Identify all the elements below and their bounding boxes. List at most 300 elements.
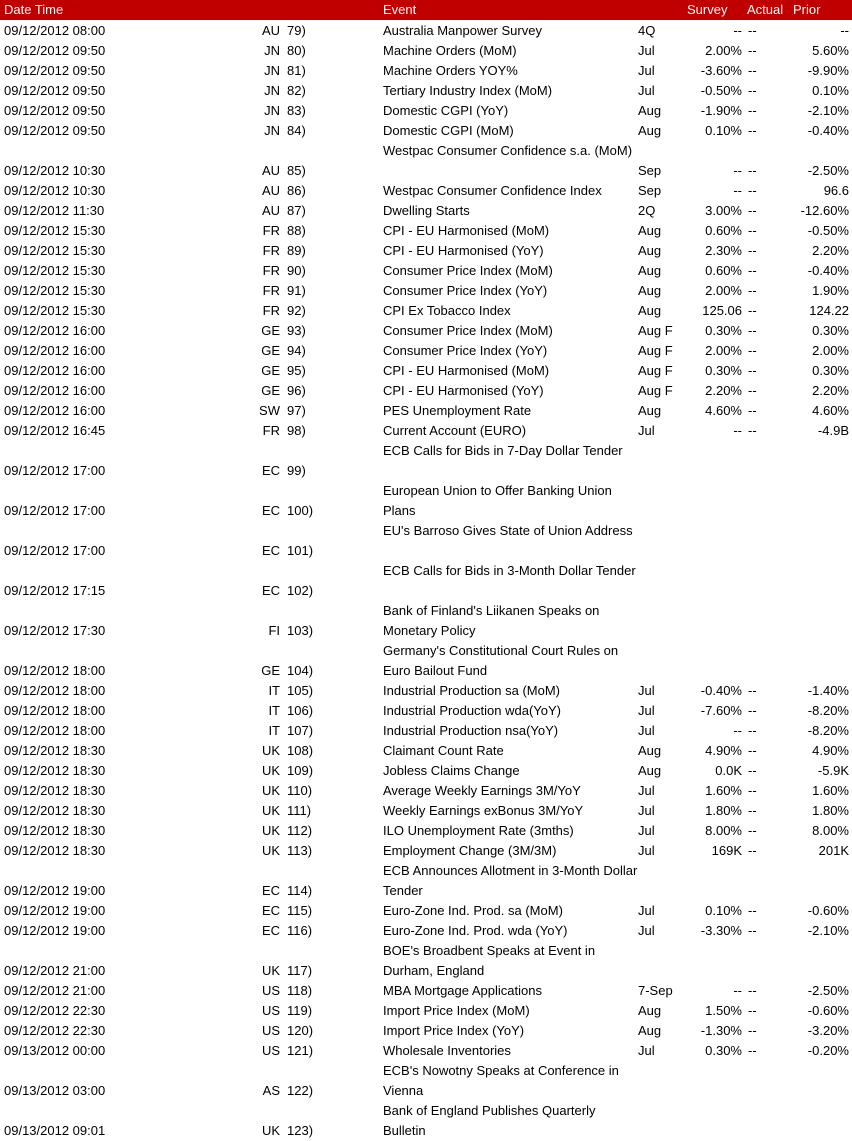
period-cell: Jul [638,923,655,938]
country-cell: FR [262,423,280,438]
period-cell: Sep [638,183,662,198]
table-row [0,861,852,901]
ticker-number-cell: 97) [287,403,306,418]
table-row [0,1001,852,1021]
date-cell: 09/12/2012 17:00 [4,503,106,518]
survey-cell: -- [733,723,742,738]
actual-cell: -- [748,1003,757,1018]
survey-cell: 4.90% [705,743,742,758]
event-cell: Euro-Zone Ind. Prod. sa (MoM) [383,903,563,918]
prior-cell: -8.20% [807,723,849,738]
ticker-number-cell: 114) [287,883,313,898]
survey-cell: 2.30% [705,243,742,258]
table-row [0,561,852,601]
date-cell: 09/12/2012 18:30 [4,823,106,838]
country-cell: JN [264,103,280,118]
survey-cell: 2.00% [705,283,742,298]
actual-cell: -- [748,1043,757,1058]
country-cell: US [261,1043,280,1058]
survey-cell: 0.10% [705,123,742,138]
date-cell: 09/12/2012 09:50 [4,43,106,58]
period-cell: Jul [638,823,655,838]
event-cell: Employment Change (3M/3M) [383,843,557,858]
country-cell: GE [261,383,280,398]
event-cell: MBA Mortgage Applications [383,983,542,998]
prior-cell: -9.90% [807,63,849,78]
survey-cell: 8.00% [705,823,742,838]
table-row [0,141,852,181]
country-cell: FR [262,223,280,238]
survey-cell: 0.30% [705,363,742,378]
table-row [0,381,852,401]
prior-cell: 96.6 [823,183,849,198]
country-cell: UK [261,1123,280,1138]
actual-cell: -- [748,923,757,938]
event-cell: EU's Barroso Gives State of Union Address [383,523,633,538]
ticker-number-cell: 84) [287,123,306,138]
period-cell: Aug F [638,343,673,358]
table-row [0,1041,852,1061]
actual-cell: -- [748,723,757,738]
table-row [0,361,852,381]
prior-cell: -3.20% [807,1023,849,1038]
country-cell: EC [261,883,280,898]
country-cell: JN [264,43,280,58]
actual-cell: -- [748,183,757,198]
event-cell: CPI - EU Harmonised (YoY) [383,383,544,398]
prior-cell: -12.60% [800,203,849,218]
table-row [0,1101,852,1141]
country-cell: GE [261,663,280,678]
ticker-number-cell: 90) [287,263,306,278]
ticker-number-cell: 121) [287,1043,314,1058]
period-cell: Aug [638,103,662,118]
event-cell: Consumer Price Index (YoY) [383,343,548,358]
ticker-number-cell: 87) [287,203,306,218]
table-row [0,761,852,781]
ticker-number-cell: 119) [287,1003,313,1018]
actual-cell: -- [748,303,757,318]
survey-cell: -- [733,183,742,198]
prior-cell: -5.9K [817,763,849,778]
country-cell: UK [261,963,280,978]
survey-cell: 0.30% [705,323,742,338]
date-cell: 09/12/2012 22:30 [4,1023,106,1038]
table-row [0,421,852,441]
ticker-number-cell: 102) [287,583,314,598]
table-row [0,281,852,301]
country-cell: IT [268,703,280,718]
event-cell: Tertiary Industry Index (MoM) [383,83,553,98]
survey-cell: -1.30% [700,1023,742,1038]
period-cell: Jul [638,843,655,858]
table-row [0,781,852,801]
date-cell: 09/12/2012 18:30 [4,803,106,818]
ticker-number-cell: 116) [287,923,313,938]
country-cell: EC [261,463,280,478]
event-cell: Machine Orders (MoM) [383,43,517,58]
actual-cell: -- [748,123,757,138]
date-cell: 09/12/2012 09:50 [4,103,106,118]
country-cell: SW [259,403,280,418]
period-cell: Aug F [638,383,673,398]
ticker-number-cell: 98) [287,423,306,438]
ticker-number-cell: 95) [287,363,306,378]
table-row [0,1021,852,1041]
date-cell: 09/13/2012 03:00 [4,1083,106,1098]
ticker-number-cell: 117) [287,963,313,978]
date-cell: 09/12/2012 09:50 [4,123,106,138]
prior-cell: 124.22 [809,303,849,318]
event-cell: Westpac Consumer Confidence s.a. (MoM) [383,143,633,158]
date-cell: 09/12/2012 15:30 [4,223,106,238]
ticker-number-cell: 106) [287,703,314,718]
actual-cell: -- [748,63,757,78]
event-cell: Industrial Production sa (MoM) [383,683,561,698]
event-cell: Bank of Finland's Liikanen Speaks on Monetary Policy [383,603,600,638]
ticker-number-cell: 100) [287,503,314,518]
ticker-number-cell: 91) [287,283,306,298]
country-cell: UK [261,823,280,838]
event-cell: ECB Announces Allotment in 3-Month Dollar Tender [383,863,638,898]
date-cell: 09/12/2012 16:00 [4,323,106,338]
period-cell: 7-Sep [638,983,673,998]
country-cell: EC [261,543,280,558]
survey-cell: 1.80% [705,803,742,818]
table-row [0,441,852,481]
date-cell: 09/12/2012 17:00 [4,543,106,558]
date-cell: 09/12/2012 16:00 [4,403,106,418]
table-row [0,841,852,861]
survey-cell: 2.00% [705,343,742,358]
event-cell: Weekly Earnings exBonus 3M/YoY [383,803,584,818]
ticker-number-cell: 118) [287,983,313,998]
date-cell: 09/12/2012 18:00 [4,703,106,718]
prior-cell: -2.50% [807,163,849,178]
table-row [0,341,852,361]
survey-cell: 0.60% [705,263,742,278]
header-date-time: Date Time [4,2,64,17]
event-cell: Germany's Constitutional Court Rules on Euro Bailout Fund [383,643,619,678]
ticker-number-cell: 79) [287,23,306,38]
event-cell: BOE's Broadbent Speaks at Event in Durham, England [383,943,596,978]
survey-cell: -1.90% [700,103,742,118]
survey-cell: -- [733,423,742,438]
table-row [0,1061,852,1101]
prior-cell: 8.00% [812,823,849,838]
country-cell: EC [261,583,280,598]
prior-cell: -2.50% [807,983,849,998]
event-cell: Current Account (EURO) [383,423,527,438]
survey-cell: 2.00% [705,43,742,58]
country-cell: US [261,1023,280,1038]
prior-cell: -1.40% [807,683,849,698]
country-cell: UK [261,843,280,858]
prior-cell: 5.60% [812,43,849,58]
prior-cell: -8.20% [807,703,849,718]
actual-cell: -- [748,403,757,418]
date-cell: 09/12/2012 15:30 [4,263,106,278]
period-cell: Jul [638,783,655,798]
table-row [0,21,852,41]
actual-cell: -- [748,263,757,278]
actual-cell: -- [748,43,757,58]
event-cell: Wholesale Inventories [383,1043,511,1058]
actual-cell: -- [748,363,757,378]
table-row [0,901,852,921]
date-cell: 09/12/2012 18:30 [4,783,106,798]
ticker-number-cell: 109) [287,763,314,778]
period-cell: Aug [638,403,662,418]
table-row [0,801,852,821]
table-row [0,641,852,681]
ticker-number-cell: 94) [287,343,306,358]
period-cell: Jul [638,723,655,738]
event-cell: ILO Unemployment Rate (3mths) [383,823,574,838]
period-cell: Jul [638,423,655,438]
event-cell: CPI - EU Harmonised (MoM) [383,363,550,378]
date-cell: 09/12/2012 17:00 [4,463,106,478]
ticker-number-cell: 80) [287,43,306,58]
actual-cell: -- [748,703,757,718]
survey-cell: 3.00% [705,203,742,218]
period-cell: Aug [638,283,662,298]
table-row [0,101,852,121]
header-actual: Actual [747,2,784,17]
actual-cell: -- [748,783,757,798]
period-cell: Aug [638,763,662,778]
table-row [0,521,852,561]
table-row [0,121,852,141]
country-cell: FI [268,623,280,638]
table-row [0,61,852,81]
ticker-number-cell: 96) [287,383,306,398]
event-cell: Import Price Index (MoM) [383,1003,530,1018]
survey-cell: 1.60% [705,783,742,798]
survey-cell: -3.30% [700,923,742,938]
ticker-number-cell: 104) [287,663,314,678]
country-cell: EC [261,903,280,918]
prior-cell: -0.40% [807,263,849,278]
date-cell: 09/12/2012 09:50 [4,63,106,78]
actual-cell: -- [748,103,757,118]
date-cell: 09/12/2012 17:15 [4,583,106,598]
prior-cell: -- [840,23,849,38]
actual-cell: -- [748,983,757,998]
event-cell: ECB Calls for Bids in 7-Day Dollar Tender [383,443,623,458]
survey-cell: -0.40% [700,683,742,698]
actual-cell: -- [748,383,757,398]
country-cell: EC [261,923,280,938]
country-cell: GE [261,323,280,338]
ticker-number-cell: 123) [287,1123,314,1138]
actual-cell: -- [748,83,757,98]
prior-cell: 1.80% [812,803,849,818]
actual-cell: -- [748,23,757,38]
ticker-number-cell: 120) [287,1023,314,1038]
ticker-number-cell: 92) [287,303,306,318]
date-cell: 09/12/2012 10:30 [4,163,106,178]
country-cell: AU [261,203,280,218]
prior-cell: -0.40% [807,123,849,138]
table-row [0,481,852,521]
country-cell: AU [261,163,280,178]
date-cell: 09/12/2012 08:00 [4,23,106,38]
table-row [0,741,852,761]
event-cell: Jobless Claims Change [383,763,520,778]
ticker-number-cell: 82) [287,83,306,98]
period-cell: Jul [638,83,655,98]
table-row [0,221,852,241]
table-row [0,701,852,721]
event-cell: European Union to Offer Banking Union Plans [383,483,612,518]
actual-cell: -- [748,743,757,758]
survey-cell: 4.60% [705,403,742,418]
event-cell: Consumer Price Index (YoY) [383,283,548,298]
date-cell: 09/12/2012 10:30 [4,183,106,198]
event-cell: Industrial Production nsa(YoY) [383,723,559,738]
ticker-number-cell: 85) [287,163,306,178]
actual-cell: -- [748,823,757,838]
actual-cell: -- [748,903,757,918]
country-cell: JN [264,63,280,78]
survey-cell: 0.10% [705,903,742,918]
date-cell: 09/12/2012 09:50 [4,83,106,98]
date-cell: 09/12/2012 18:30 [4,843,106,858]
actual-cell: -- [748,243,757,258]
prior-cell: 4.90% [812,743,849,758]
period-cell: Sep [638,163,662,178]
country-cell: US [261,1003,280,1018]
ticker-number-cell: 88) [287,223,306,238]
country-cell: FR [262,263,280,278]
prior-cell: 2.20% [812,243,849,258]
period-cell: Aug F [638,323,673,338]
country-cell: AS [262,1083,280,1098]
ticker-number-cell: 108) [287,743,314,758]
prior-cell: 2.00% [812,343,849,358]
actual-cell: -- [748,803,757,818]
period-cell: Jul [638,903,655,918]
period-cell: Aug [638,263,662,278]
ticker-number-cell: 111) [287,803,312,818]
prior-cell: 0.30% [812,363,849,378]
period-cell: Jul [638,63,655,78]
ticker-number-cell: 103) [287,623,314,638]
country-cell: GE [261,343,280,358]
table-row [0,181,852,201]
period-cell: 4Q [638,23,656,38]
period-cell: Aug F [638,363,673,378]
event-cell: Average Weekly Earnings 3M/YoY [383,783,581,798]
event-cell: Machine Orders YOY% [383,63,518,78]
event-cell: Consumer Price Index (MoM) [383,323,553,338]
table-row [0,321,852,341]
table-row [0,981,852,1001]
table-row [0,401,852,421]
ticker-number-cell: 101) [287,543,314,558]
period-cell: Jul [638,43,655,58]
prior-cell: 1.90% [812,283,849,298]
period-cell: 2Q [638,203,656,218]
date-cell: 09/12/2012 15:30 [4,243,106,258]
event-cell: Australia Manpower Survey [383,23,542,38]
country-cell: JN [264,83,280,98]
country-cell: UK [261,763,280,778]
ticker-number-cell: 107) [287,723,314,738]
ticker-number-cell: 83) [287,103,306,118]
country-cell: GE [261,363,280,378]
country-cell: UK [261,783,280,798]
survey-cell: -3.60% [700,63,742,78]
date-cell: 09/12/2012 19:00 [4,923,106,938]
date-cell: 09/12/2012 16:00 [4,383,106,398]
event-cell: Import Price Index (YoY) [383,1023,525,1038]
header-event: Event [383,2,417,17]
period-cell: Aug [638,1003,662,1018]
actual-cell: -- [748,763,757,778]
date-cell: 09/12/2012 11:30 [4,203,105,218]
survey-cell: -- [733,23,742,38]
ticker-number-cell: 81) [287,63,306,78]
prior-cell: -0.50% [807,223,849,238]
event-cell: ECB Calls for Bids in 3-Month Dollar Tender [383,563,636,578]
period-cell: Jul [638,683,655,698]
prior-cell: -0.60% [807,1003,849,1018]
date-cell: 09/12/2012 18:30 [4,763,106,778]
actual-cell: -- [748,1023,757,1038]
survey-cell: 125.06 [702,303,742,318]
date-cell: 09/12/2012 18:00 [4,723,106,738]
country-cell: IT [268,723,280,738]
period-cell: Aug [638,243,662,258]
actual-cell: -- [748,683,757,698]
actual-cell: -- [748,423,757,438]
event-cell: Domestic CGPI (YoY) [383,103,509,118]
country-cell: IT [268,683,280,698]
header-survey: Survey [687,2,728,17]
date-cell: 09/12/2012 21:00 [4,963,106,978]
prior-cell: -2.10% [807,923,849,938]
ticker-number-cell: 113) [287,843,313,858]
ticker-number-cell: 115) [287,903,313,918]
ticker-number-cell: 112) [287,823,313,838]
prior-cell: 0.10% [812,83,849,98]
period-cell: Aug [638,743,662,758]
country-cell: US [261,983,280,998]
date-cell: 09/12/2012 19:00 [4,883,106,898]
actual-cell: -- [748,323,757,338]
table-header [0,0,852,20]
table-row [0,81,852,101]
country-cell: EC [261,503,280,518]
survey-cell: -- [733,163,742,178]
table-row [0,921,852,941]
period-cell: Aug [638,1023,662,1038]
prior-cell: -4.9B [817,423,849,438]
country-cell: AU [261,23,280,38]
event-cell: PES Unemployment Rate [383,403,532,418]
period-cell: Aug [638,223,662,238]
period-cell: Aug [638,303,662,318]
table-row [0,301,852,321]
event-cell: Dwelling Starts [383,203,470,218]
country-cell: UK [261,743,280,758]
table-row [0,941,852,981]
survey-cell: 2.20% [705,383,742,398]
date-cell: 09/12/2012 15:30 [4,303,106,318]
date-cell: 09/12/2012 16:00 [4,363,106,378]
